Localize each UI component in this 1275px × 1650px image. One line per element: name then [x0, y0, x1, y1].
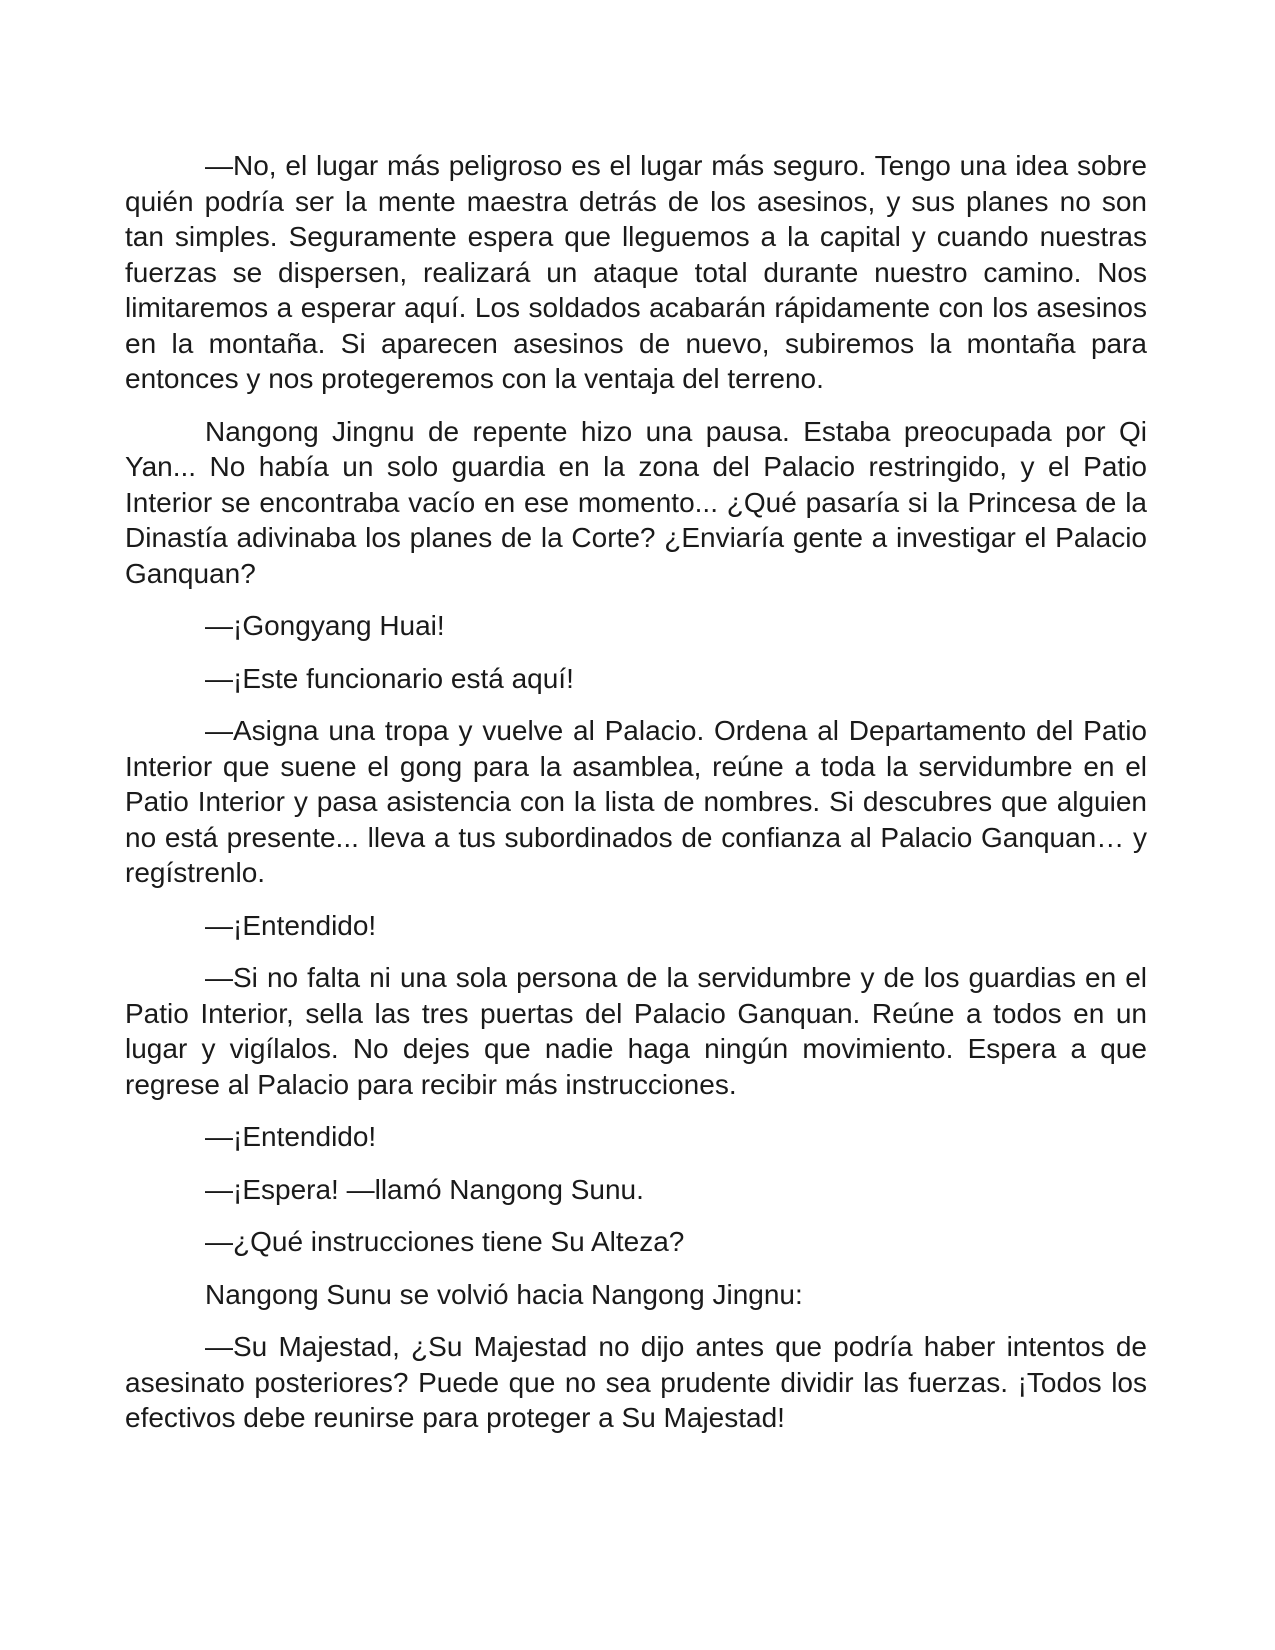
paragraph-4: —¡Este funcionario está aquí!	[205, 662, 574, 694]
paragraph-2: Nangong Jingnu de repente hizo una pausa. Estaba preocupada por Qi Yan... No había un solo guardia en la zona del Palacio restringido, y el Patio Interior se encontraba vacío en ese momento... ¿Qué pasaría si la Princesa de la Dinastía adivinaba los planes de la Corte? ¿Enviaría gente a investigar el Palacio Ganquan?	[125, 415, 1147, 589]
paragraph-1: —No, el lugar más peligroso es el lugar más seguro. Tengo una idea sobre quién podría ser la mente maestra detrás de los asesinos, y sus planes no son tan simples. Seguramente espera que lleguemos a la capital y cuando nuestras fuerzas se dispersen, realizará un ataque total durante nuestro camino. Nos limitaremos a esperar aquí. Los soldados acabarán rápidamente con los asesinos en la montaña. Si aparecen asesinos de nuevo, subiremos la montaña para entonces y nos protegeremos con la ventaja del terreno.	[125, 150, 1147, 394]
paragraph-10: —¿Qué instrucciones tiene Su Alteza?	[205, 1226, 685, 1257]
paragraph-5: —Asigna una tropa y vuelve al Palacio. Ordena al Departamento del Patio Interior que suene el gong para la asamblea, reúne a toda la servidumbre en el Patio Interior y pasa asistencia con la lista de nombres. Si descubres que alguien no está presente... lleva a tus subordinados de confianza al Palacio Ganquan… y regístrenlo.	[125, 715, 1147, 888]
document-page	[125, 148, 1147, 1436]
paragraph-12: —Su Majestad, ¿Su Majestad no dijo antes que podría haber intentos de asesinato posteriores? Puede que no sea prudente dividir las fuerzas. ¡Todos los efectivos debe reunirse para proteger a Su Majestad!	[125, 1331, 1147, 1433]
paragraph-8: —¡Entendido!	[205, 1121, 377, 1152]
paragraph-9: —¡Espera! —llamó Nangong Sunu.	[205, 1173, 644, 1205]
paragraph-11: Nangong Sunu se volvió hacia Nangong Jingnu:	[205, 1278, 803, 1310]
paragraph-7: —Si no falta ni una sola persona de la servidumbre y de los guardias en el Patio Interior, sella las tres puertas del Palacio Ganquan. Reúne a todos en un lugar y vigílalos. No dejes que nadie haga ningún movimiento. Espera a que regrese al Palacio para recibir más instrucciones.	[125, 962, 1147, 1100]
paragraph-6: —¡Entendido!	[205, 909, 377, 941]
paragraph-3: —¡Gongyang Huai!	[205, 610, 445, 641]
